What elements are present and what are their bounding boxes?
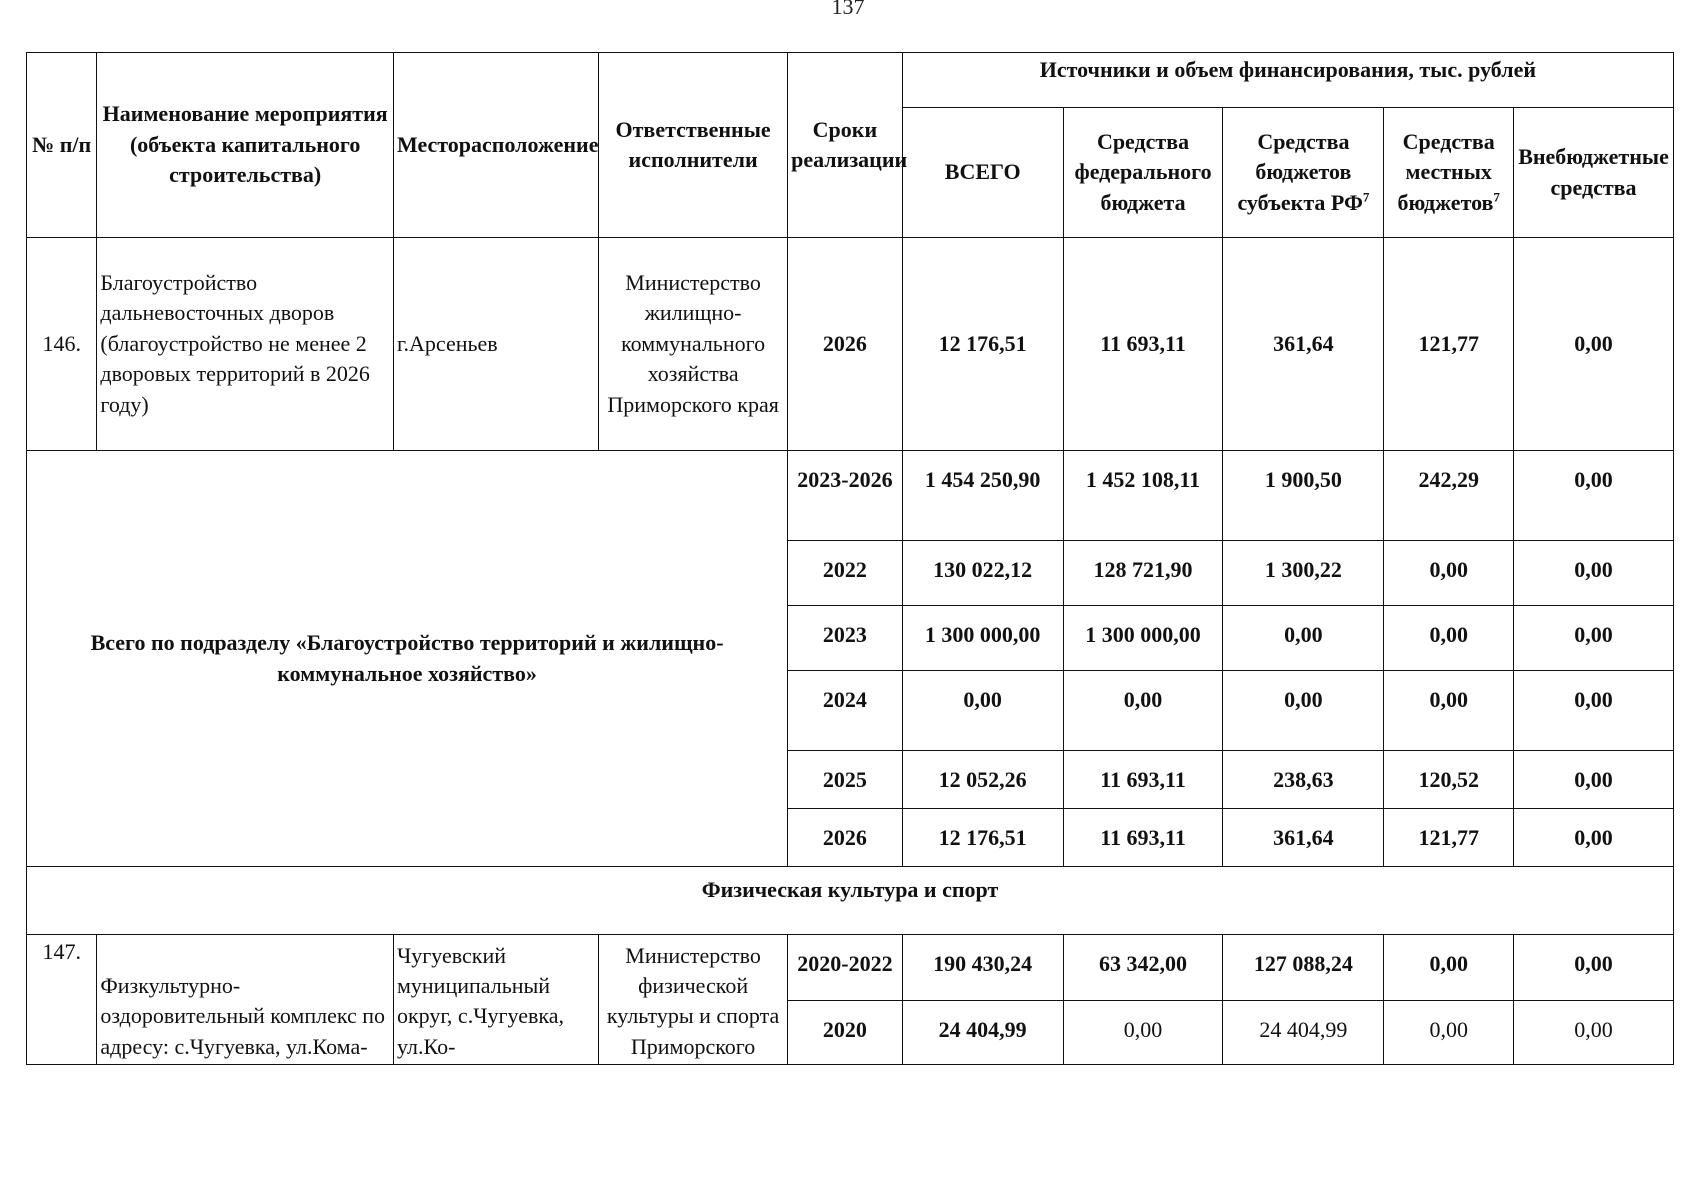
header-period: Сроки реализации [788, 53, 903, 238]
cell-period: 2022 [788, 541, 903, 606]
cell-local: 0,00 [1384, 935, 1514, 1001]
cell-extra: 0,00 [1514, 1001, 1674, 1065]
header-federal: Средства федерального бюджета [1063, 108, 1223, 238]
cell-responsible: Министерство жилищно-коммунального хозяйства Приморского края [599, 238, 788, 451]
cell-regional: 24 404,99 [1223, 1001, 1384, 1065]
cell-period: 2026 [788, 809, 903, 867]
cell-extra: 0,00 [1514, 541, 1674, 606]
cell-federal: 128 721,90 [1063, 541, 1223, 606]
cell-federal: 1 452 108,11 [1063, 451, 1223, 541]
cell-total: 12 176,51 [902, 809, 1063, 867]
cell-local: 121,77 [1384, 238, 1514, 451]
cell-num: 147. [27, 935, 97, 1065]
cell-local: 121,77 [1384, 809, 1514, 867]
cell-name: Физкультурно-оздоровительный комплекс по адресу: с.Чугуевка, ул.Кома- [97, 935, 394, 1065]
cell-regional: 1 900,50 [1223, 451, 1384, 541]
cell-federal: 11 693,11 [1063, 751, 1223, 809]
header-name: Наименование мероприятия (объекта капитального строительства) [97, 53, 394, 238]
cell-period: 2020-2022 [788, 935, 903, 1001]
cell-period: 2023 [788, 606, 903, 671]
cell-regional: 361,64 [1223, 809, 1384, 867]
cell-regional: 0,00 [1223, 671, 1384, 751]
cell-regional: 361,64 [1223, 238, 1384, 451]
cell-total: 12 052,26 [902, 751, 1063, 809]
cell-total: 130 022,12 [902, 541, 1063, 606]
header-row-1 [27, 53, 1674, 108]
header-location: Месторасположение [393, 53, 598, 238]
cell-extra: 0,00 [1514, 451, 1674, 541]
cell-federal: 0,00 [1063, 671, 1223, 751]
cell-local: 0,00 [1384, 541, 1514, 606]
cell-period: 2025 [788, 751, 903, 809]
header-local: Средства местных бюджетов$^7$ [1384, 108, 1514, 238]
cell-total: 12 176,51 [902, 238, 1063, 451]
cell-extra: 0,00 [1514, 809, 1674, 867]
cell-local: 0,00 [1384, 671, 1514, 751]
cell-local: 0,00 [1384, 606, 1514, 671]
cell-location: г.Арсеньев [393, 238, 598, 451]
page-number: 137 [831, 0, 865, 19]
cell-total: 190 430,24 [902, 935, 1063, 1001]
cell-total: 24 404,99 [902, 1001, 1063, 1065]
cell-total: 0,00 [902, 671, 1063, 751]
header-total: ВСЕГО [902, 108, 1063, 238]
cell-period: 2024 [788, 671, 903, 751]
cell-period: 2026 [788, 238, 903, 451]
cell-federal: 1 300 000,00 [1063, 606, 1223, 671]
cell-extra: 0,00 [1514, 751, 1674, 809]
cell-federal: 11 693,11 [1063, 809, 1223, 867]
cell-location: Чугуевский муниципальный округ, с.Чугуевка, ул.Ко- [393, 935, 598, 1065]
header-regional: Средства бюджетов субъекта $РФ^7$ [1223, 108, 1384, 238]
cell-total: 1 454 250,90 [902, 451, 1063, 541]
cell-regional: 127 088,24 [1223, 935, 1384, 1001]
header-num: № п/п [27, 53, 97, 238]
cell-federal: 0,00 [1063, 1001, 1223, 1065]
cell-regional: 238,63 [1223, 751, 1384, 809]
header-financing-group: Источники и объем финансирования, тыс. рублей [902, 53, 1673, 108]
cell-responsible: Министерство физической культуры и спорта Приморского [599, 935, 788, 1065]
header-extra: Внебюджетные средства [1514, 108, 1674, 238]
cell-regional: 1 300,22 [1223, 541, 1384, 606]
subtotal-row [27, 451, 1674, 541]
cell-period: 2023-2026 [788, 451, 903, 541]
section-title: Физическая культура и спорт [27, 867, 1674, 935]
financing-table [26, 52, 1674, 1065]
cell-period: 2020 [788, 1001, 903, 1065]
cell-extra: 0,00 [1514, 935, 1674, 1001]
table-row-146 [27, 238, 1674, 451]
cell-regional: 0,00 [1223, 606, 1384, 671]
cell-local: 0,00 [1384, 1001, 1514, 1065]
cell-extra: 0,00 [1514, 671, 1674, 751]
cell-local: 242,29 [1384, 451, 1514, 541]
cell-extra: 0,00 [1514, 606, 1674, 671]
cell-name: Благоустройство дальневосточных дворов (благоустройство не менее 2 дворовых территорий в 2026 году) [97, 238, 394, 451]
cell-total: 1 300 000,00 [902, 606, 1063, 671]
table-row-147 [27, 935, 1674, 1001]
cell-local: 120,52 [1384, 751, 1514, 809]
cell-extra: 0,00 [1514, 238, 1674, 451]
header-responsible: Ответственные исполнители [599, 53, 788, 238]
subtotal-label: Всего по подразделу «Благоустройство территорий и жилищно-коммунальное хозяйство» [27, 451, 788, 867]
section-row [27, 867, 1674, 935]
cell-federal: 11 693,11 [1063, 238, 1223, 451]
cell-num: 146. [27, 238, 97, 451]
cell-federal: 63 342,00 [1063, 935, 1223, 1001]
